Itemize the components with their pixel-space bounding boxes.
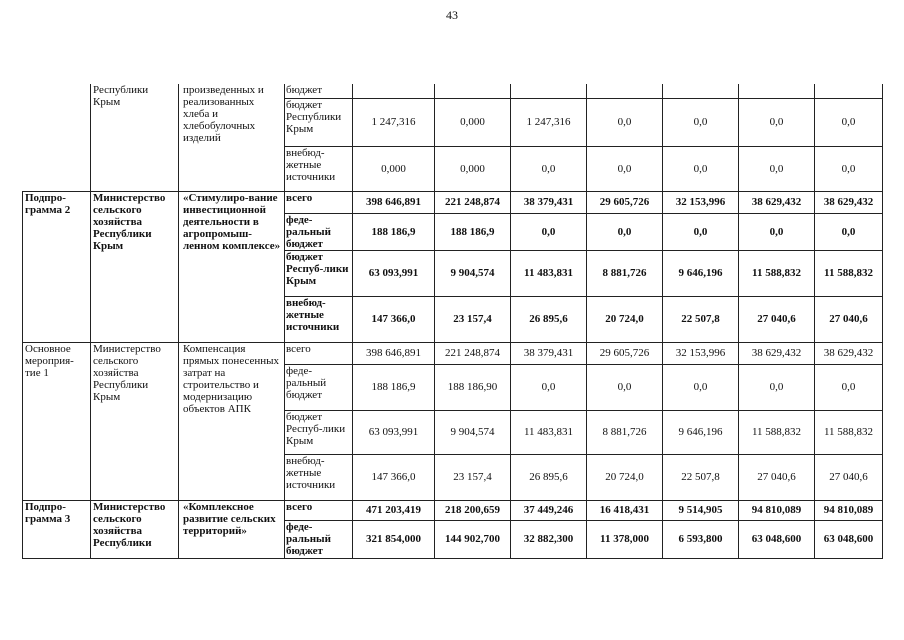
executor-cell: Республики Крым	[91, 84, 179, 191]
table-row	[23, 342, 883, 364]
amount-cell: 94 810,089	[739, 500, 815, 520]
program-name-cell: Компенсация прямых понесенных затрат на строительство и модернизацию объектов АПК	[179, 342, 285, 500]
amount-cell: 27 040,6	[739, 454, 815, 500]
amount-cell	[663, 84, 739, 98]
amount-cell: 0,0	[739, 213, 815, 250]
amount-cell: 27 040,6	[739, 296, 815, 342]
funding-source-label: всего	[285, 500, 353, 520]
funding-source-label: бюджет Республики Крым	[285, 98, 353, 146]
amount-cell: 221 248,874	[435, 342, 511, 364]
amount-cell: 29 605,726	[587, 342, 663, 364]
amount-cell: 94 810,089	[815, 500, 883, 520]
program-name-cell: произведенных и реализованных хлеба и хлебобулочных изделий	[179, 84, 285, 191]
table-row	[23, 84, 883, 98]
amount-cell	[815, 84, 883, 98]
amount-cell: 0,0	[815, 98, 883, 146]
amount-cell: 1 247,316	[353, 98, 435, 146]
amount-cell: 0,0	[663, 98, 739, 146]
amount-cell: 11 588,832	[815, 410, 883, 454]
amount-cell: 38 379,431	[511, 342, 587, 364]
amount-cell: 26 895,6	[511, 454, 587, 500]
amount-cell: 11 483,831	[511, 410, 587, 454]
amount-cell: 0,0	[587, 364, 663, 410]
funding-source-label: внебюд-жетные источники	[285, 296, 353, 342]
budget-table	[22, 84, 883, 559]
amount-cell: 32 153,996	[663, 191, 739, 213]
amount-cell	[511, 84, 587, 98]
amount-cell: 147 366,0	[353, 296, 435, 342]
amount-cell: 32 882,300	[511, 520, 587, 558]
amount-cell: 0,0	[739, 364, 815, 410]
program-code-cell: Подпро-грамма 2	[23, 191, 91, 342]
amount-cell: 11 483,831	[511, 250, 587, 296]
amount-cell: 0,000	[353, 146, 435, 191]
funding-source-label: бюджет	[285, 84, 353, 98]
amount-cell: 38 629,432	[815, 191, 883, 213]
amount-cell: 471 203,419	[353, 500, 435, 520]
amount-cell: 38 629,432	[815, 342, 883, 364]
amount-cell: 38 629,432	[739, 191, 815, 213]
amount-cell: 11 378,000	[587, 520, 663, 558]
funding-source-label: внебюд-жетные источники	[285, 146, 353, 191]
amount-cell: 0,0	[739, 146, 815, 191]
amount-cell: 188 186,9	[353, 364, 435, 410]
amount-cell: 0,0	[739, 98, 815, 146]
program-code-cell: Основное мероприя-тие 1	[23, 342, 91, 500]
funding-source-label: феде-ральный бюджет	[285, 364, 353, 410]
amount-cell: 0,0	[511, 146, 587, 191]
amount-cell: 147 366,0	[353, 454, 435, 500]
amount-cell	[739, 84, 815, 98]
amount-cell: 188 186,9	[435, 213, 511, 250]
amount-cell: 27 040,6	[815, 454, 883, 500]
program-name-cell: «Стимулиро-вание инвестиционной деятельности в агропромыш-ленном комплексе»	[179, 191, 285, 342]
amount-cell: 63 048,600	[815, 520, 883, 558]
funding-source-label: всего	[285, 191, 353, 213]
amount-cell: 218 200,659	[435, 500, 511, 520]
amount-cell: 0,0	[587, 146, 663, 191]
amount-cell: 27 040,6	[815, 296, 883, 342]
executor-cell: Министерство сельского хозяйства Республики Крым	[91, 342, 179, 500]
amount-cell: 0,0	[663, 213, 739, 250]
amount-cell: 38 379,431	[511, 191, 587, 213]
amount-cell: 1 247,316	[511, 98, 587, 146]
funding-source-label: феде-ральный бюджет	[285, 520, 353, 558]
funding-source-label: всего	[285, 342, 353, 364]
amount-cell: 0,0	[815, 146, 883, 191]
amount-cell: 29 605,726	[587, 191, 663, 213]
amount-cell: 144 902,700	[435, 520, 511, 558]
amount-cell: 26 895,6	[511, 296, 587, 342]
amount-cell: 0,0	[815, 213, 883, 250]
executor-cell: Министерство сельского хозяйства Республики	[91, 500, 179, 558]
amount-cell: 20 724,0	[587, 296, 663, 342]
amount-cell: 11 588,832	[739, 410, 815, 454]
table-row	[23, 500, 883, 520]
amount-cell: 0,000	[435, 98, 511, 146]
amount-cell: 22 507,8	[663, 296, 739, 342]
amount-cell: 0,0	[663, 146, 739, 191]
amount-cell: 37 449,246	[511, 500, 587, 520]
funding-source-label: бюджет Респуб-лики Крым	[285, 410, 353, 454]
amount-cell: 6 593,800	[663, 520, 739, 558]
amount-cell: 38 629,432	[739, 342, 815, 364]
amount-cell: 11 588,832	[815, 250, 883, 296]
amount-cell	[435, 84, 511, 98]
table-row	[23, 191, 883, 213]
amount-cell: 11 588,832	[739, 250, 815, 296]
amount-cell: 188 186,9	[353, 213, 435, 250]
amount-cell: 9 904,574	[435, 410, 511, 454]
amount-cell: 23 157,4	[435, 296, 511, 342]
funding-source-label: бюджет Респуб-лики Крым	[285, 250, 353, 296]
amount-cell: 9 904,574	[435, 250, 511, 296]
amount-cell: 0,0	[663, 364, 739, 410]
amount-cell: 0,0	[815, 364, 883, 410]
amount-cell: 9 514,905	[663, 500, 739, 520]
amount-cell: 63 048,600	[739, 520, 815, 558]
amount-cell: 398 646,891	[353, 342, 435, 364]
amount-cell: 0,0	[511, 364, 587, 410]
amount-cell: 0,0	[587, 213, 663, 250]
amount-cell: 0,0	[587, 98, 663, 146]
amount-cell: 9 646,196	[663, 410, 739, 454]
amount-cell	[587, 84, 663, 98]
amount-cell: 0,0	[511, 213, 587, 250]
amount-cell: 321 854,000	[353, 520, 435, 558]
amount-cell: 63 093,991	[353, 410, 435, 454]
amount-cell: 221 248,874	[435, 191, 511, 213]
amount-cell: 22 507,8	[663, 454, 739, 500]
page-number: 43	[446, 8, 458, 22]
funding-source-label: внебюд-жетные источники	[285, 454, 353, 500]
amount-cell: 8 881,726	[587, 410, 663, 454]
amount-cell: 63 093,991	[353, 250, 435, 296]
program-code-cell: Подпро-грамма 3	[23, 500, 91, 558]
amount-cell: 20 724,0	[587, 454, 663, 500]
amount-cell: 32 153,996	[663, 342, 739, 364]
amount-cell: 23 157,4	[435, 454, 511, 500]
amount-cell: 16 418,431	[587, 500, 663, 520]
funding-source-label: феде-ральный бюджет	[285, 213, 353, 250]
amount-cell: 0,000	[435, 146, 511, 191]
program-name-cell: «Комплексное развитие сельских территорий»	[179, 500, 285, 558]
amount-cell: 8 881,726	[587, 250, 663, 296]
amount-cell	[353, 84, 435, 98]
amount-cell: 9 646,196	[663, 250, 739, 296]
program-code-cell	[23, 84, 91, 191]
amount-cell: 398 646,891	[353, 191, 435, 213]
executor-cell: Министерство сельского хозяйства Республики Крым	[91, 191, 179, 342]
amount-cell: 188 186,90	[435, 364, 511, 410]
